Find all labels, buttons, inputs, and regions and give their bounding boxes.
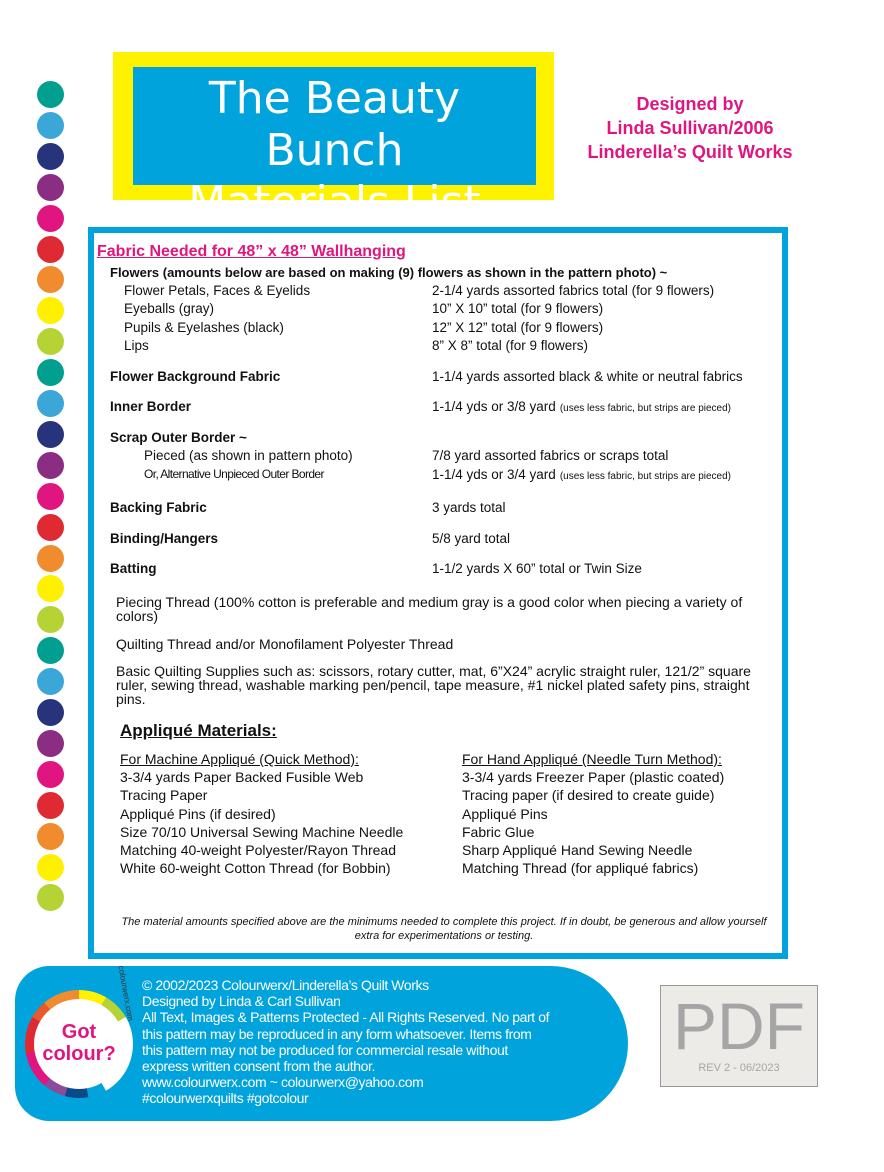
got-colour-logo [25,964,135,1098]
color-dot [37,483,64,510]
amount-text: 8” X 8” total (for 9 flowers) [432,338,589,353]
color-dot [37,699,64,726]
page-title [133,67,536,228]
fabric-label: Binding/Hangers [110,531,219,546]
fabric-label: Backing Fabric [110,500,207,515]
color-dot [37,390,64,417]
fabric-amount [432,399,731,414]
fabric-section-title: Fabric Needed for 48” x 48” Wallhanging [97,243,406,260]
amount-text: 1-1/4 yds or 3/8 yard [432,399,556,414]
amount-text: 10” X 10” total (for 9 flowers) [432,301,604,316]
fabric-amount [432,448,668,463]
copyright-text [142,977,612,1107]
fabric-amount [432,561,642,576]
list-item: Size 70/10 Universal Sewing Machine Needle [120,823,404,840]
logo-line: Got [61,1021,97,1043]
list-item: Sharp Appliqué Hand Sewing Needle [462,842,693,859]
list-item: Appliqué Pins [462,805,548,822]
color-dot [37,297,64,324]
color-dot [37,884,64,911]
color-dot [37,792,64,819]
color-dot [37,637,64,664]
title-line: Materials List [188,177,481,228]
title-banner [113,52,554,228]
color-dot [37,421,64,448]
list-item: Tracing paper (if desired to create guide) [462,787,715,804]
piecing-thread: Piecing Thread (100% cotton is preferable and medium gray is a good color when piecing a variety of colors) [116,594,743,624]
list-item: 3-3/4 yards Paper Backed Fusible Web [120,769,364,786]
pdf-badge [660,985,818,1087]
color-dot [37,359,64,386]
amount-text: 3 yards total [432,500,506,515]
fabric-label: Pupils & Eyelashes (black) [124,320,284,335]
materials-box [88,227,788,959]
color-dot [37,668,64,695]
fabric-label: Or, Alternative Unpieced Outer Border [144,467,324,481]
fabric-amount [432,301,603,316]
amount-text: 1-1/4 yds or 3/4 yard [432,467,556,482]
color-dot [37,205,64,232]
color-dot [37,236,64,263]
basic-supplies: Basic Quilting Supplies such as: scissors, rotary cutter, mat, 6”X24” acrylic straight ruler, 121/2” square ruler, sewing thread, washable marking pen/pencil, tape measure, #1 nickel plated safety pins, straight pins. [116,663,751,707]
list-item: Tracing Paper [120,787,208,804]
color-dot [37,174,64,201]
color-dot [37,545,64,572]
revision-label: REV 2 - 06/2023 [698,1062,780,1074]
fabric-label: Eyeballs (gray) [124,301,215,316]
amount-text: 5/8 yard total [432,531,511,546]
title-line: The Beauty Bunch [208,73,461,176]
color-dot [37,575,64,602]
footer-line: All Text, Images & Patterns Protected - All Rights Reserved. No part of [142,1009,550,1026]
footer-line: this pattern may be reproduced in any form whatsoever. Items from [142,1025,532,1042]
amount-text: 12” X 12” total (for 9 flowers) [432,320,604,335]
color-dot [37,328,64,355]
fabric-label: Flower Petals, Faces & Eyelids [124,283,311,298]
designer-line: Linda Sullivan/2006 [606,118,774,138]
footer-line: this pattern may not be produced for commercial resale without [142,1041,508,1058]
color-dot [37,81,64,108]
fabric-amount [432,467,731,482]
amount-note: (uses less fabric, but strips are pieced) [559,471,732,482]
logo-line: colour? [42,1043,116,1065]
list-item: 3-3/4 yards Freezer Paper (plastic coated) [462,769,725,786]
color-dot [37,514,64,541]
amount-note: (uses less fabric, but strips are pieced) [559,403,732,414]
color-dot [37,452,64,479]
designer-line: Designed by [636,94,744,114]
list-item: Fabric Glue [462,823,535,840]
hand-applique-list [462,750,724,877]
list-item: Matching Thread (for appliqué fabrics) [462,860,699,877]
copyright-footer [15,966,628,1121]
fabric-amount [432,320,603,335]
list-item: White 60-weight Cotton Thread (for Bobbin) [120,860,391,877]
fabric-label: Flower Background Fabric [110,369,281,384]
color-dot [37,606,64,633]
fabric-label: Lips [124,338,149,353]
logo-url: colourwerx.com [116,964,135,1022]
list-item: Matching 40-weight Polyester/Rayon Thread [120,842,397,859]
amount-text: 1-1/4 yards assorted black & white or neutral fabrics [432,369,743,384]
color-dot [37,823,64,850]
footer-line: www.colourwerx.com ~ colourwerx@yahoo.com [142,1074,424,1091]
footer-line: express written consent from the author. [142,1058,376,1075]
quilting-thread: Quilting Thread and/or Monofilament Polyester Thread [116,636,454,652]
hand-heading: For Hand Appliqué (Needle Turn Method): [462,751,722,767]
minimum-note: The material amounts specified above are the minimums needed to complete this project. If in doubt, be generous and allow yourself extra for experimentations or testing. [121,916,767,942]
logo-text [34,999,124,1089]
fabric-amount [432,531,510,546]
machine-heading: For Machine Appliqué (Quick Method): [120,751,359,767]
fabric-amount [432,369,743,384]
fabric-label: Inner Border [110,399,192,414]
designer-credit [570,92,810,164]
footer-line: #colourwerxquilts #gotcolour [142,1090,309,1107]
amount-text: 2-1/4 yards assorted fabrics total (for 9 flowers) [432,283,715,298]
footer-line: © 2002/2023 Colourwerx/Linderella’s Quilt Works [142,977,429,993]
fabric-amount [432,283,714,298]
applique-title: Appliqué Materials: [120,721,277,740]
color-dot [37,143,64,170]
pdf-label: PDF [673,989,805,1063]
color-dot [37,730,64,757]
fabric-amount [432,338,588,353]
flowers-heading: Flowers (amounts below are based on making (9) flowers as shown in the pattern photo) ~ [110,265,668,280]
color-dot [37,854,64,881]
fabric-amount [432,500,506,515]
fabric-label: Scrap Outer Border ~ [110,430,247,445]
color-dot [37,266,64,293]
color-dot [37,761,64,788]
fabric-label: Pieced (as shown in pattern photo) [144,448,353,463]
color-dot [37,112,64,139]
footer-line: Designed by Linda & Carl Sullivan [142,993,341,1010]
amount-text: 7/8 yard assorted fabrics or scraps total [432,448,669,463]
amount-text: 1-1/2 yards X 60” total or Twin Size [432,561,642,576]
list-item: Appliqué Pins (if desired) [120,805,276,822]
designer-line: Linderella’s Quilt Works [587,142,793,162]
machine-applique-list [120,750,403,877]
fabric-label: Batting [110,561,157,576]
